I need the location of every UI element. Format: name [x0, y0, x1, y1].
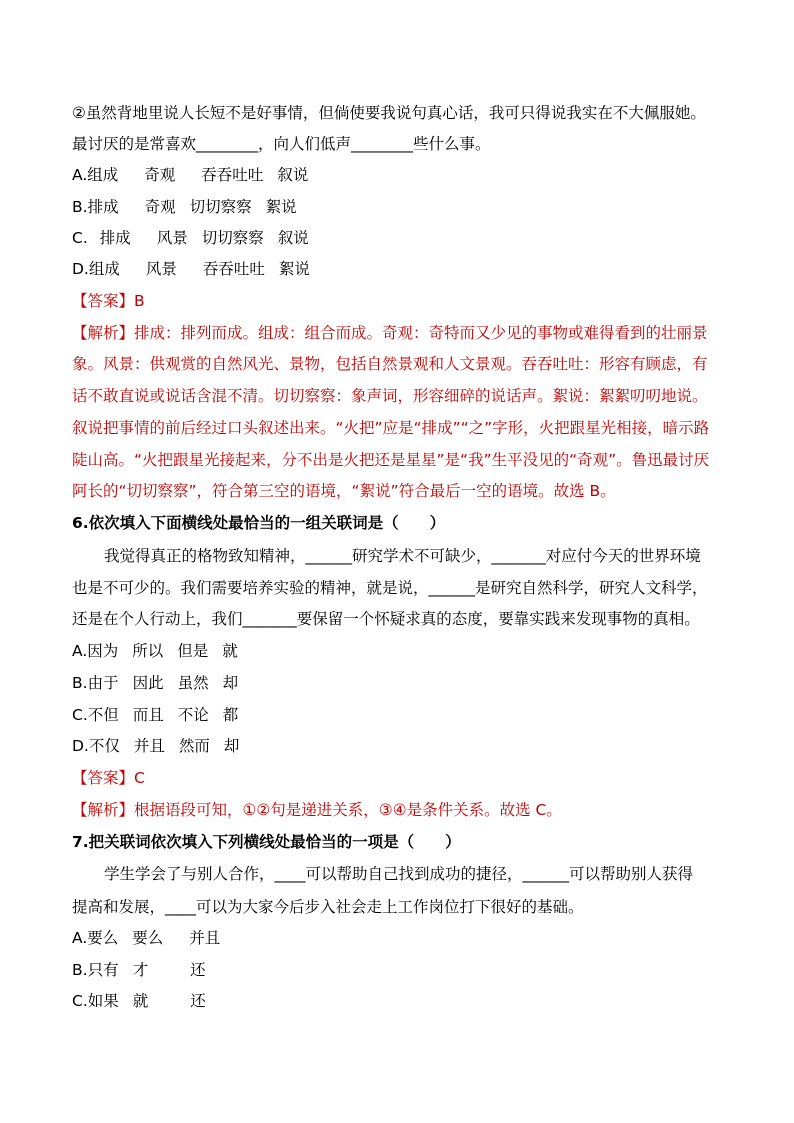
option-word: 不仅	[88, 737, 120, 755]
option-word: 并且	[133, 737, 165, 755]
option-label: D.	[72, 260, 89, 278]
option-word: 吞吞吐吐	[202, 260, 265, 278]
option-word: 而且	[132, 706, 164, 724]
option-label: B.	[72, 961, 88, 979]
option-label: A.	[72, 642, 88, 660]
q7-option-a[interactable]	[72, 927, 742, 949]
option-word: 还	[190, 992, 206, 1010]
option-label: D.	[72, 737, 89, 755]
option-word: 就	[132, 992, 149, 1010]
q5-analysis-line-2: 象。风景：供观赏的自然风光、景物，包括自然景观和人文景观。吞吞吐吐：形容有顾虑，有	[72, 355, 708, 373]
option-word: 就	[222, 642, 238, 660]
option-word: 才	[132, 961, 149, 979]
q6-title: 6.依次填入下面横线处最恰当的一组关联词是（ ）	[72, 514, 446, 532]
q7-title: 7.把关联词依次填入下列横线处最恰当的一项是（ ）	[72, 833, 461, 851]
option-word: 只有	[87, 961, 119, 979]
option-word: 因为	[87, 642, 119, 660]
option-word: 虽然	[177, 674, 209, 692]
q5-stem-line-2: 最讨厌的是常喜欢________，向人们低声________些什么事。	[72, 135, 491, 153]
option-word: 组成	[87, 166, 119, 184]
option-word: 絮说	[278, 260, 310, 278]
q7-option-b[interactable]	[72, 959, 742, 981]
option-word: 还	[190, 961, 206, 979]
option-label: A.	[72, 166, 88, 184]
q5-analysis-line-1: 【解析】排成：排列而成。组成：组合而成。奇观：奇特而又少见的事物或难得看到的壮丽景	[72, 324, 708, 342]
option-word: 但是	[177, 642, 209, 660]
option-word: 都	[222, 706, 239, 724]
option-label: C.	[72, 706, 88, 724]
option-word: 叙说	[277, 166, 309, 184]
option-word: 由于	[87, 674, 119, 692]
q5-analysis-line-4: 叙说把事情的前后经过口头叙述出来。“火把”应是“排成”“之”字形，火把跟星光相接，暗示路	[72, 419, 710, 437]
option-word: 要么	[87, 929, 119, 947]
option-word: 切切察察	[201, 229, 264, 247]
option-word: 风景	[145, 260, 177, 278]
q6-passage-line-1: 我觉得真正的格物致知精神，______研究学术不可缺少，_______对应付今天的世界环境	[104, 547, 701, 565]
q6-option-c[interactable]	[72, 704, 742, 726]
option-word: 要么	[132, 929, 164, 947]
option-word: 切切察察	[189, 198, 252, 216]
option-label: B.	[72, 198, 88, 216]
option-word: 排成	[87, 198, 119, 216]
option-word: 风景	[156, 229, 188, 247]
q5-answer: 【答案】B	[72, 292, 145, 310]
q6-option-b[interactable]	[72, 672, 742, 694]
q5-option-c[interactable]	[72, 227, 742, 249]
q5-option-b[interactable]	[72, 196, 742, 218]
q6-analysis: 【解析】根据语段可知，①②句是递进关系，③④是条件关系。故选 C。	[72, 801, 562, 819]
q6-answer: 【答案】C	[72, 769, 145, 787]
option-word: 不但	[87, 706, 119, 724]
q6-passage-line-3: 还是在个人行动上，我们_______要保留一个怀疑求真的态度，要靠实践来发现事物的真相。	[72, 610, 700, 628]
q5-analysis-line-5: 陡山高。“火把跟星光接起来，分不出是火把还是星星”是“我”生平没见的“奇观”。鲁迅最讨厌	[72, 451, 710, 469]
option-word: 却	[222, 674, 239, 692]
option-word: 奇观	[144, 166, 176, 184]
q5-option-a[interactable]	[72, 164, 742, 186]
option-word: 吞吞吐吐	[201, 166, 264, 184]
option-word: 却	[223, 737, 240, 755]
option-label: C.	[72, 229, 88, 247]
option-word: 然而	[178, 737, 210, 755]
option-label: A.	[72, 929, 88, 947]
option-word: 奇观	[144, 198, 176, 216]
option-word: 排成	[99, 229, 131, 247]
option-word: 所以	[132, 642, 164, 660]
option-word: 因此	[132, 674, 164, 692]
option-label: C.	[72, 992, 88, 1010]
q7-passage-line-1: 学生学会了与别人合作，____可以帮助自己找到成功的捷径，______可以帮助别人获得	[104, 865, 694, 883]
q5-option-d[interactable]	[72, 258, 742, 280]
option-word: 如果	[87, 992, 119, 1010]
q5-stem-line-1: ②虽然背地里说人长短不是好事情，但倘使要我说句真心话，我可只得说我实在不大佩服她。	[72, 104, 706, 122]
q5-analysis-line-6: 阿长的“切切察察”，符合第三空的语境，“絮说”符合最后一空的语境。故选 B。	[72, 482, 616, 500]
option-word: 组成	[88, 260, 120, 278]
option-word: 叙说	[277, 229, 309, 247]
q7-passage-line-2: 提高和发展，____可以为大家今后步入社会走上工作岗位打下很好的基础。	[72, 898, 584, 916]
option-word: 絮说	[265, 198, 297, 216]
q6-passage-line-2: 也是不可少的。我们需要培养实验的精神，就是说，______是研究自然科学，研究人文科学，	[72, 579, 708, 597]
option-word: 不论	[177, 706, 209, 724]
q6-option-a[interactable]	[72, 640, 742, 662]
q5-analysis-line-3: 话不敢直说或说话含混不清。切切察察：象声词，形容细碎的说话声。絮说：絮絮叨叨地说。	[72, 387, 708, 405]
option-label: B.	[72, 674, 88, 692]
option-word: 并且	[189, 929, 221, 947]
q7-option-c[interactable]	[72, 990, 742, 1012]
q6-option-d[interactable]	[72, 735, 742, 757]
